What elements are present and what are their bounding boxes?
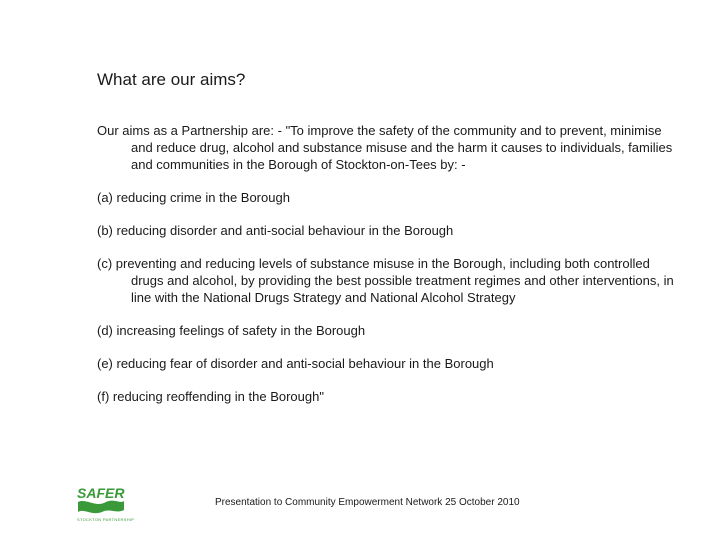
aim-a: (a) reducing crime in the Borough [97,190,290,205]
slide-footer: Presentation to Community Empowerment Network 25 October 2010 [215,497,520,508]
aim-e: (e) reducing fear of disorder and anti-social behaviour in the Borough [97,356,494,371]
aim-b: (b) reducing disorder and anti-social behaviour in the Borough [97,223,454,238]
aim-c: (c) preventing and reducing levels of substance misuse in the Borough, including both controlled drugs and alcohol, by providing the best possible treatment regimes and other interventions, in line with the National Drugs Strategy and National Alcohol Strategy [97,256,674,305]
aim-f: (f) reducing reoffending in the Borough" [97,389,324,404]
aim-d: (d) increasing feelings of safety in the Borough [97,323,366,338]
safer-logo-icon [76,484,135,524]
slide-body [97,122,677,421]
logo-text: SAFER [77,485,125,501]
slide-title: What are our aims? [97,70,246,89]
logo-subtext: STOCKTON PARTNERSHIP [77,517,135,522]
logo-swoosh [78,501,124,514]
aims-intro: Our aims as a Partnership are: - "To improve the safety of the community and to prevent, minimise and reduce drug, alcohol and substance misuse and the harm it causes to individuals, families and communities in the Borough of Stockton-on-Tees by: - [97,123,673,172]
